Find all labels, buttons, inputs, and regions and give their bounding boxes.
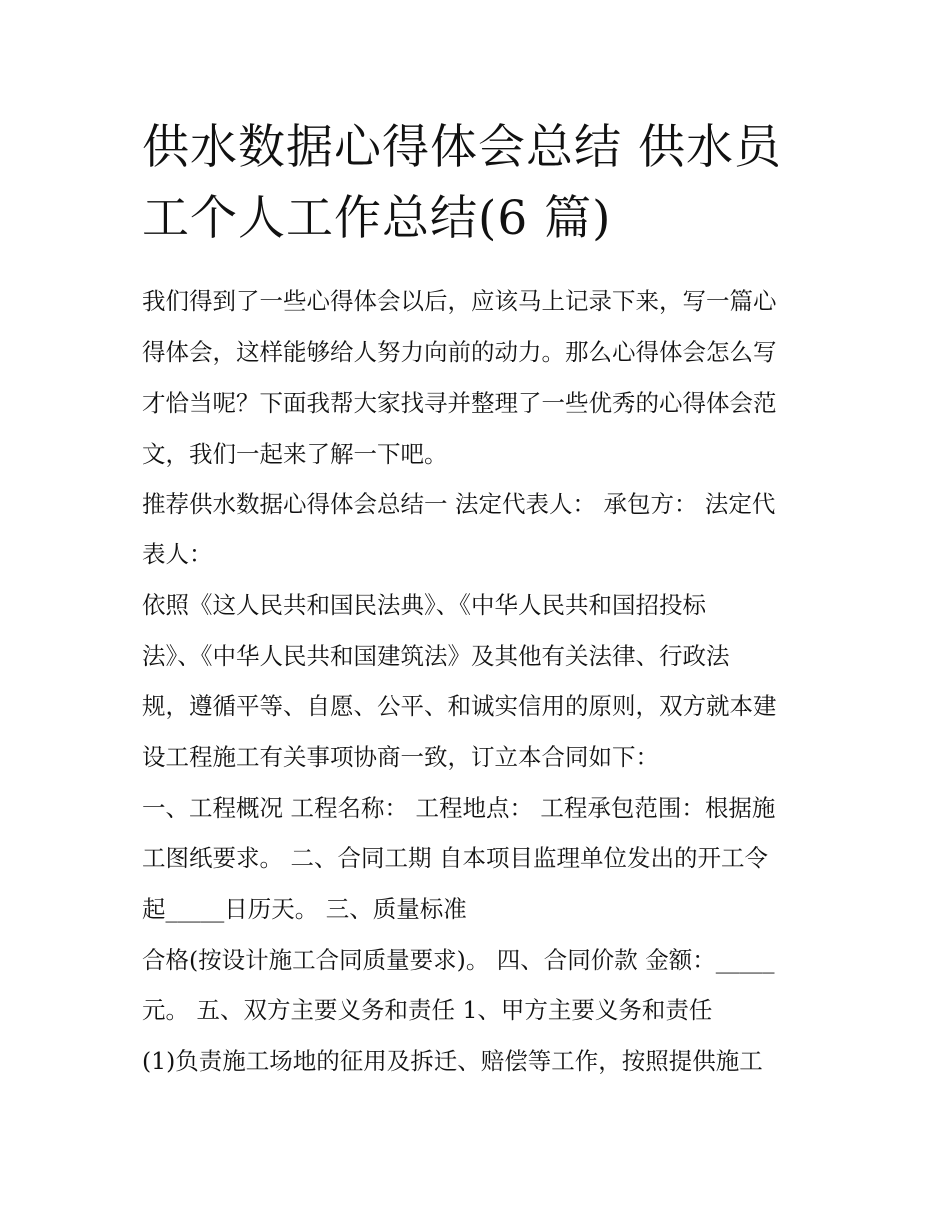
body-text-line: 合格(按设计施工合同质量要求)。 四、合同价款 金额：_____ [142,946,775,974]
document-title [142,112,822,254]
body-text-line: 一、工程概况 工程名称： 工程地点： 工程承包范围：根据施 [142,794,776,822]
body-text-line: 才恰当呢？下面我帮大家找寻并整理了一些优秀的心得体会范 [142,389,777,417]
body-text-line: 设工程施工有关事项协商一致，订立本合同如下： [142,743,659,771]
body-text-line: 规，遵循平等、自愿、公平、和诚实信用的原则，双方就本建 [142,692,777,720]
body-text-line: 工图纸要求。 二、合同工期 自本项目监理单位发出的开工令 [142,844,768,872]
body-text-line: 文，我们一起来了解一下吧。 [142,440,448,468]
body-text-line: 我们得到了一些心得体会以后，应该马上记录下来，写一篇心 [142,287,777,315]
body-text-line: 起_____日历天。 三、质量标准 [142,895,467,923]
body-text-line: 推荐供水数据心得体会总结一 法定代表人： 承包方： 法定代 [142,490,776,518]
body-text-line: 得体会，这样能够给人努力向前的动力。那么心得体会怎么写 [142,338,777,366]
body-text-line: (1)负责施工场地的征用及拆迁、赔偿等工作，按照提供施工 [142,1047,763,1075]
body-text-line: 表人： [142,540,213,568]
body-text-line: 元。 五、双方主要义务和责任 1、甲方主要义务和责任 [142,996,713,1024]
body-text-line: 法》、《中华人民共和国建筑法》及其他有关法律、行政法 [142,642,730,670]
body-text-line: 依照《这人民共和国民法典》、《中华人民共和国招投标 [142,591,706,619]
document-title-line-1: 供水数据心得体会总结 供水员 [142,120,782,175]
document-title-line-2: 工个人工作总结(6 篇) [142,191,612,246]
